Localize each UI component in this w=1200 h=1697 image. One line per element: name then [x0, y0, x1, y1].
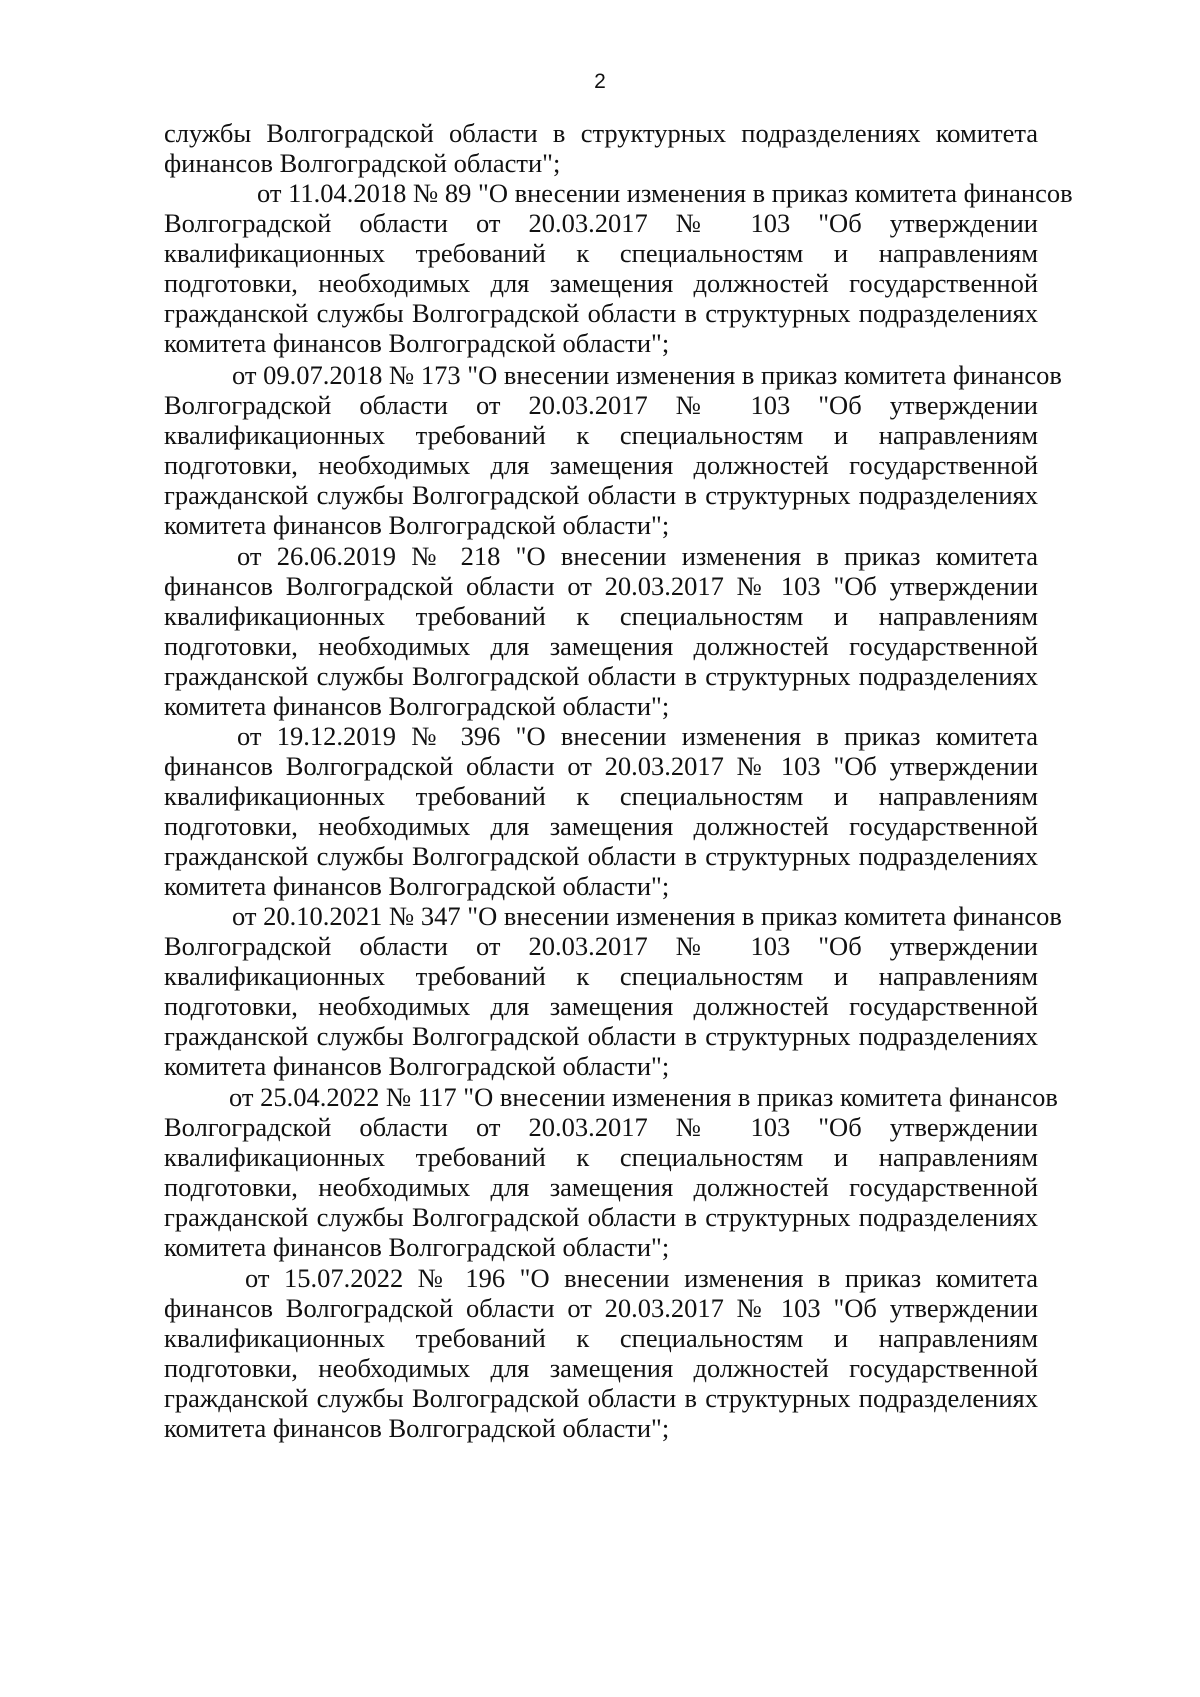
text-line: гражданской службы Волгоградской области в структурных подразделениях: [164, 1021, 1038, 1051]
page-number: 2: [594, 70, 606, 93]
text-line: гражданской службы Волгоградской области в структурных подразделениях: [164, 1202, 1038, 1232]
text-line: гражданской службы Волгоградской области в структурных подразделениях: [164, 1383, 1038, 1413]
text-line: квалификационных требований к специальностям и направлениям: [164, 238, 1038, 268]
text-line: Волгоградской области от 20.03.2017 № 103 "Об утверждении: [164, 208, 1038, 238]
text-line: Волгоградской области от 20.03.2017 № 103 "Об утверждении: [164, 1112, 1038, 1142]
text-line: квалификационных требований к специальностям и направлениям: [164, 420, 1038, 450]
text-line: квалификационных требований к специальностям и направлениям: [164, 961, 1038, 991]
text-line: от 20.10.2021 № 347 "О внесении изменения в приказ комитета финансов: [232, 901, 1062, 931]
text-line: комитета финансов Волгоградской области";: [164, 1232, 670, 1262]
text-line: подготовки, необходимых для замещения должностей государственной: [164, 268, 1038, 298]
text-line: финансов Волгоградской области от 20.03.2017 № 103 "Об утверждении: [164, 1293, 1038, 1323]
text-line: от 26.06.2019 № 218 "О внесении изменения в приказ комитета: [237, 541, 1038, 571]
text-line: квалификационных требований к специальностям и направлениям: [164, 1142, 1038, 1172]
text-line: подготовки, необходимых для замещения должностей государственной: [164, 1353, 1038, 1383]
text-line: комитета финансов Волгоградской области";: [164, 691, 670, 721]
text-line: квалификационных требований к специальностям и направлениям: [164, 601, 1038, 631]
text-line: финансов Волгоградской области от 20.03.2017 № 103 "Об утверждении: [164, 571, 1038, 601]
text-line: подготовки, необходимых для замещения должностей государственной: [164, 631, 1038, 661]
text-line: квалификационных требований к специальностям и направлениям: [164, 1323, 1038, 1353]
text-line: гражданской службы Волгоградской области в структурных подразделениях: [164, 661, 1038, 691]
text-line: от 25.04.2022 № 117 "О внесении изменения в приказ комитета финансов: [229, 1082, 1058, 1112]
text-line: Волгоградской области от 20.03.2017 № 103 "Об утверждении: [164, 390, 1038, 420]
text-line: комитета финансов Волгоградской области";: [164, 1413, 670, 1443]
text-line: подготовки, необходимых для замещения должностей государственной: [164, 811, 1038, 841]
text-line: комитета финансов Волгоградской области";: [164, 871, 670, 901]
text-line: гражданской службы Волгоградской области в структурных подразделениях: [164, 841, 1038, 871]
text-line: подготовки, необходимых для замещения должностей государственной: [164, 1172, 1038, 1202]
text-line: подготовки, необходимых для замещения должностей государственной: [164, 991, 1038, 1021]
text-line: финансов Волгоградской области от 20.03.2017 № 103 "Об утверждении: [164, 751, 1038, 781]
text-line: комитета финансов Волгоградской области";: [164, 328, 670, 358]
text-line: гражданской службы Волгоградской области в структурных подразделениях: [164, 480, 1038, 510]
text-line: от 15.07.2022 № 196 "О внесении изменения в приказ комитета: [245, 1263, 1038, 1293]
text-line: подготовки, необходимых для замещения должностей государственной: [164, 450, 1038, 480]
text-line: Волгоградской области от 20.03.2017 № 103 "Об утверждении: [164, 931, 1038, 961]
text-line: службы Волгоградской области в структурных подразделениях комитета: [164, 118, 1038, 148]
text-line: гражданской службы Волгоградской области в структурных подразделениях: [164, 298, 1038, 328]
text-line: комитета финансов Волгоградской области";: [164, 1051, 670, 1081]
text-line: финансов Волгоградской области";: [164, 148, 561, 178]
text-line: квалификационных требований к специальностям и направлениям: [164, 781, 1038, 811]
text-line: от 19.12.2019 № 396 "О внесении изменения в приказ комитета: [237, 721, 1038, 751]
text-line: от 11.04.2018 № 89 "О внесении изменения в приказ комитета финансов: [257, 178, 1073, 208]
text-line: от 09.07.2018 № 173 "О внесении изменения в приказ комитета финансов: [232, 360, 1062, 390]
text-line: комитета финансов Волгоградской области";: [164, 510, 670, 540]
